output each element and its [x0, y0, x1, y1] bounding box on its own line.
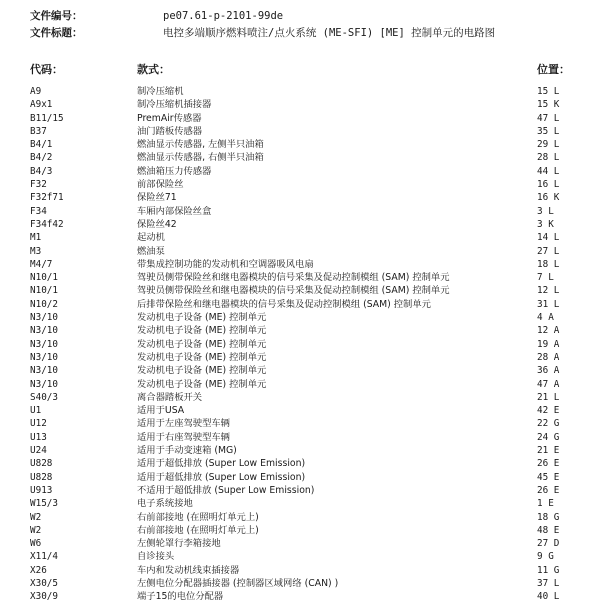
row-model: 发动机电子设备 (ME) 控制单元 [137, 325, 267, 337]
row-position: 29 L [537, 139, 560, 151]
row-model: 保险丝71 [137, 192, 177, 204]
table-row [0, 178, 605, 191]
row-code: N10/2 [30, 298, 58, 310]
row-code: U1 [30, 405, 42, 417]
row-code: B37 [30, 125, 47, 137]
row-code: X30/9 [30, 591, 58, 603]
row-position: 14 L [537, 232, 560, 244]
row-model: 带集成控制功能的发动机和空调器吸风电扇 [137, 258, 314, 270]
table-row [0, 311, 605, 324]
row-position: 27 D [537, 538, 560, 550]
table-row [0, 364, 605, 377]
row-position: 36 A [537, 365, 560, 377]
table-row [0, 271, 605, 284]
row-position: 16 K [537, 192, 560, 204]
row-model: 驾驶员侧带保险丝和继电器模块的信号采集及促动控制模组 (SAM) 控制单元 [137, 272, 450, 284]
row-position: 12 L [537, 285, 560, 297]
row-model: 发动机电子设备 (ME) 控制单元 [137, 338, 267, 350]
row-position: 45 E [537, 471, 560, 483]
row-model: 后排带保险丝和继电器模块的信号采集及促动控制模组 (SAM) 控制单元 [137, 298, 431, 310]
row-model: 不适用于超低排放 (Super Low Emission) [137, 484, 315, 496]
table-row [0, 577, 605, 590]
row-position: 12 A [537, 325, 560, 337]
row-model: 右前部接地 (在照明灯单元上) [137, 524, 259, 536]
table-row [0, 165, 605, 178]
row-code: N3/10 [30, 312, 58, 324]
row-position: 31 L [537, 298, 560, 310]
table-row [0, 258, 605, 271]
row-position: 7 L [537, 272, 554, 284]
row-position: 1 E [537, 498, 554, 510]
table-row [0, 457, 605, 470]
row-code: N10/1 [30, 272, 58, 284]
row-position: 48 E [537, 524, 560, 536]
table-row [0, 537, 605, 550]
table-row [0, 351, 605, 364]
table-row [0, 524, 605, 537]
row-code: U12 [30, 418, 47, 430]
table-row [0, 98, 605, 111]
row-model: PremAir传感器 [137, 112, 202, 124]
row-position: 28 L [537, 152, 560, 164]
row-model: 左侧轮罩行李箱接地 [137, 538, 221, 550]
row-position: 37 L [537, 577, 560, 589]
row-model: 适用于超低排放 (Super Low Emission) [137, 471, 306, 483]
row-position: 44 L [537, 165, 560, 177]
table-row [0, 550, 605, 563]
row-position: 35 L [537, 125, 560, 137]
row-model: 燃油泵 [137, 245, 165, 257]
table-row [0, 404, 605, 417]
table-row [0, 245, 605, 258]
row-code: U24 [30, 445, 47, 457]
row-position: 22 G [537, 418, 560, 430]
row-model: 燃油箱压力传感器 [137, 165, 212, 177]
row-code: F32 [30, 179, 47, 191]
table-row [0, 191, 605, 204]
row-position: 26 E [537, 458, 560, 470]
table-row [0, 497, 605, 510]
row-model: 右前部接地 (在照明灯单元上) [137, 511, 259, 523]
row-position: 18 L [537, 258, 560, 270]
row-model: 端子15的电位分配器 [137, 591, 224, 603]
row-model: 左侧电位分配器插接器 (控制器区域网络 (CAN) ) [137, 577, 339, 589]
component-table [0, 85, 605, 604]
row-position: 26 E [537, 484, 560, 496]
row-code: X11/4 [30, 551, 58, 563]
row-model: 前部保险丝 [137, 179, 184, 191]
row-code: S40/3 [30, 391, 58, 403]
doc-title-label: 文件标题： [30, 27, 83, 39]
row-code: A9 [30, 86, 42, 97]
row-position: 47 A [537, 378, 560, 390]
row-position: 9 G [537, 551, 554, 563]
row-code: B11/15 [30, 112, 64, 124]
table-row [0, 151, 605, 164]
row-code: N3/10 [30, 325, 58, 337]
header-model: 款式： [137, 63, 170, 76]
row-code: M4/7 [30, 258, 53, 270]
row-code: N3/10 [30, 378, 58, 390]
table-row [0, 298, 605, 311]
row-code: B4/1 [30, 139, 53, 151]
row-code: M1 [30, 232, 42, 244]
table-row [0, 431, 605, 444]
row-model: 燃油显示传感器, 右侧半只油箱 [137, 152, 264, 164]
table-row [0, 417, 605, 430]
table-row [0, 284, 605, 297]
table-row [0, 511, 605, 524]
row-model: 油门踏板传感器 [137, 125, 203, 137]
row-position: 27 L [537, 245, 560, 257]
row-position: 40 L [537, 591, 560, 603]
row-code: B4/3 [30, 165, 53, 177]
table-row [0, 338, 605, 351]
row-code: U828 [30, 458, 53, 470]
table-row [0, 564, 605, 577]
table-row [0, 85, 605, 98]
table-row [0, 324, 605, 337]
row-position: 18 G [537, 511, 560, 523]
row-code: F32f71 [30, 192, 64, 204]
row-code: N3/10 [30, 338, 58, 350]
row-code: U13 [30, 431, 47, 443]
row-code: W2 [30, 524, 42, 536]
table-row [0, 444, 605, 457]
row-model: 自诊接头 [137, 551, 175, 563]
row-position: 3 L [537, 205, 554, 217]
row-code: W2 [30, 511, 42, 523]
row-code: N10/1 [30, 285, 58, 297]
row-model: 发动机电子设备 (ME) 控制单元 [137, 351, 267, 363]
header-code: 代码： [30, 63, 63, 76]
row-position: 11 G [537, 564, 560, 576]
row-position: 3 K [537, 218, 554, 230]
doc-number-value: pe07.61-p-2101-99de [163, 10, 284, 22]
row-code: X26 [30, 564, 47, 576]
row-code: B4/2 [30, 152, 53, 164]
row-position: 4 A [537, 312, 554, 324]
row-model: 发动机电子设备 (ME) 控制单元 [137, 312, 267, 324]
row-code: N3/10 [30, 365, 58, 377]
row-model: 适用于手动变速箱 (MG) [137, 445, 237, 457]
table-row [0, 231, 605, 244]
row-position: 21 E [537, 445, 560, 457]
row-position: 19 A [537, 338, 560, 350]
table-row [0, 205, 605, 218]
row-position: 21 L [537, 391, 560, 403]
row-code: F34 [30, 205, 47, 217]
table-row [0, 138, 605, 151]
table-row [0, 125, 605, 138]
row-code: M3 [30, 245, 42, 257]
row-position: 15 L [537, 86, 560, 97]
row-code: U828 [30, 471, 53, 483]
row-code: U913 [30, 484, 53, 496]
doc-title-value: 电控多端顺序燃料喷注/点火系统 (ME-SFI) [ME] 控制单元的电路图 [163, 27, 496, 39]
row-model: 保险丝42 [137, 218, 177, 230]
row-model: 车厢内部保险丝盒 [137, 205, 212, 217]
row-position: 42 E [537, 405, 560, 417]
table-row [0, 378, 605, 391]
table-row [0, 218, 605, 231]
row-code: X30/5 [30, 577, 58, 589]
row-model: 适用于超低排放 (Super Low Emission) [137, 458, 306, 470]
row-position: 16 L [537, 179, 560, 191]
row-model: 制冷压缩机插接器 [137, 99, 212, 111]
row-position: 47 L [537, 112, 560, 124]
table-row [0, 471, 605, 484]
row-code: F34f42 [30, 218, 64, 230]
row-model: 起动机 [137, 232, 165, 244]
row-code: W6 [30, 538, 42, 550]
row-position: 24 G [537, 431, 560, 443]
row-model: 制冷压缩机 [137, 86, 184, 97]
table-row [0, 112, 605, 125]
doc-number-label: 文件编号： [30, 10, 83, 22]
row-position: 28 A [537, 351, 560, 363]
row-model: 车内和发动机线束插接器 [137, 564, 240, 576]
row-code: W15/3 [30, 498, 58, 510]
table-row [0, 484, 605, 497]
row-model: 离合器踏板开关 [137, 391, 203, 403]
row-model: 发动机电子设备 (ME) 控制单元 [137, 378, 267, 390]
row-model: 适用于右座驾驶型车辆 [137, 431, 230, 443]
row-model: 燃油显示传感器, 左侧半只油箱 [137, 139, 264, 151]
row-model: 电子系统接地 [137, 498, 193, 510]
row-position: 15 K [537, 99, 560, 111]
table-row [0, 391, 605, 404]
row-code: A9x1 [30, 99, 53, 111]
row-model: 适用于左座驾驶型车辆 [137, 418, 230, 430]
row-model: 适用于USA [137, 405, 185, 417]
row-model: 驾驶员侧带保险丝和继电器模块的信号采集及促动控制模组 (SAM) 控制单元 [137, 285, 450, 297]
row-model: 发动机电子设备 (ME) 控制单元 [137, 365, 267, 377]
header-position: 位置： [537, 63, 570, 76]
row-code: N3/10 [30, 351, 58, 363]
